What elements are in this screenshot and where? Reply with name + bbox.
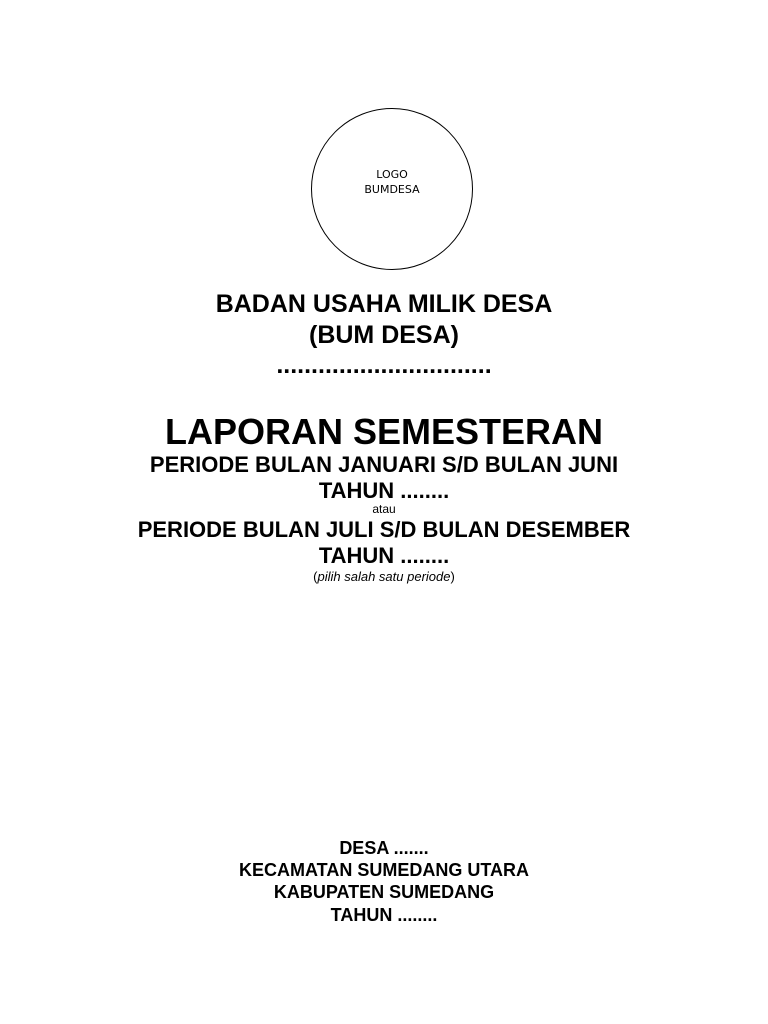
logo-placeholder-text <box>312 167 472 197</box>
note-open-paren: ( <box>313 569 318 584</box>
footer-desa: DESA ....... <box>339 838 429 858</box>
logo-placeholder-circle <box>311 108 473 270</box>
period-option-1-year: TAHUN ........ <box>318 478 450 503</box>
period-option-2-year: TAHUN ........ <box>318 543 450 568</box>
period-option-1: PERIODE BULAN JANUARI S/D BULAN JUNI <box>149 452 619 477</box>
report-title: LAPORAN SEMESTERAN <box>164 411 604 452</box>
note-close-paren: ) <box>450 569 455 584</box>
footer-kabupaten: KABUPATEN SUMEDANG <box>273 882 495 902</box>
period-or-separator: atau <box>372 502 396 516</box>
footer-tahun: TAHUN ........ <box>330 905 438 925</box>
footer-kecamatan: KECAMATAN SUMEDANG UTARA <box>239 860 529 880</box>
period-option-2: PERIODE BULAN JULI S/D BULAN DESEMBER <box>137 517 631 542</box>
organization-name-placeholder: ............................... <box>276 351 492 379</box>
note-text: pilih salah satu periode <box>317 569 451 584</box>
logo-label-line2: BUMDESA <box>364 183 420 196</box>
organization-heading-line1: BADAN USAHA MILIK DESA <box>215 290 553 318</box>
period-choice-note <box>0 569 768 585</box>
logo-label-line1: LOGO <box>376 168 408 181</box>
organization-heading-line2: (BUM DESA) <box>309 321 459 349</box>
